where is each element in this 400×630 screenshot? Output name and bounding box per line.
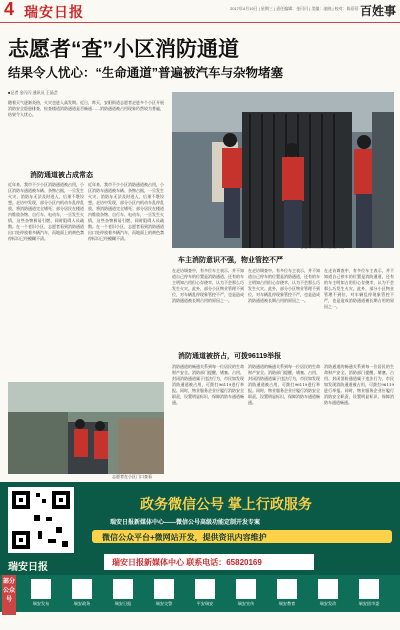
account-item xyxy=(268,579,306,607)
account-item xyxy=(309,579,347,607)
account-name: 瑞安日报 xyxy=(114,601,132,606)
account-item xyxy=(227,579,265,607)
page-number: 4 xyxy=(4,0,15,19)
article-subtitle: 结果令人忧心：“生命通道”普遍被汽车与杂物堵塞 xyxy=(8,66,284,80)
account-name: 瑞安交警 xyxy=(155,601,173,606)
accounts-label: 部分公众号 xyxy=(2,575,16,615)
section-heading-1: 消防通道被占成常态 xyxy=(30,172,93,179)
account-name: 瑞安宣传 xyxy=(237,601,255,606)
account-item xyxy=(22,579,60,607)
qr-icon xyxy=(318,579,338,599)
ad-banner-text: 微信公众平台+微网站开发，提供资讯内容维护 xyxy=(102,533,267,542)
account-name: 瑞安教育 xyxy=(278,601,296,606)
qr-icon xyxy=(154,579,174,599)
qr-icon xyxy=(72,579,92,599)
ad-subline: 瑞安日报新媒体中心——微信公号高级功能定制开发专案 xyxy=(110,520,261,526)
article-title: 志愿者“查”小区消防通道 xyxy=(8,38,239,61)
account-name: 瑞安团市委 xyxy=(358,601,380,606)
qr-icon xyxy=(359,579,379,599)
account-name: 瑞安政务 xyxy=(73,601,91,606)
section-text-2b: 在走访调查中，有多位车主表示，并不知道自己停车的位置是消防通道，还有的车主明知占用但心存侥幸，认为不会那么巧发生火灾。此外，部分小区物业管理不到位，对车辆乱停现象管控不严，也是造成消防通道被长期占用的原因之一。 xyxy=(248,268,320,303)
section-text-3c: 消防通道的畅通关系到每一位居民的生命财产安全。消防部门提醒，堵塞、占用、封闭消防通道属于违法行为，市民如发现消防通道被占用，可拨打96119进行举报。同时，物业服务企业应履行消防安全职责，设置明显标识，保障消防车通道畅通。 xyxy=(324,364,394,405)
article-intro: 随着天气逐渐炎热，火灾也进入高发期。近日，昨天，安阳街道志愿者走进多个小区开展消防安全隐患排查，检查楼道消防通道是否畅通……消防通道被占用现象仍然较为普遍，结果令人忧心。 xyxy=(8,100,164,117)
section-text-2: 在走访调查中，有多位车主表示，并不知道自己停车的位置是消防通道，还有的车主明知占用但心存侥幸，认为不会那么巧发生火灾。此外，部分小区物业管理不到位，对车辆乱停现象管控不严，也是造成消防通道被长期占用的原因之一。 xyxy=(172,268,244,303)
article-byline: ■记者 金闪闪 通讯员 王晶芸 xyxy=(8,90,58,95)
account-item xyxy=(145,579,183,607)
ad-brand: 瑞安日报 xyxy=(8,562,48,573)
section-heading-3: 消防通道被挤占，可拨96119举报 xyxy=(178,353,282,360)
account-item xyxy=(186,579,224,607)
qr-icon xyxy=(31,579,51,599)
qr-icon xyxy=(236,579,256,599)
account-item xyxy=(63,579,101,607)
section-text-1: 近年来，我市不少小区消防通道被占用，小区消防车通道被车辆、杂物占据，一旦发生火灾，消防车无法及时进入，后果不堪设想。走访中发现，部分小区内机动车乱停乱放，将消防通道完全堵死；部分居民在楼道内堆放杂物、自行车、电动车，一旦发生火情，这些杂物极易引燃，同时阻碍人员疏散。在一个老旧小区，志愿者看到消防通道出口处停放着多辆汽车，而地面上的黄色禁停标识已经模糊不清。 xyxy=(8,182,84,241)
ad-headline: 政务微信公号 掌上行政服务 xyxy=(140,496,312,512)
left-photo xyxy=(8,382,164,474)
main-photo xyxy=(172,92,394,248)
header-info: 2017年4月19日 | 星期三 | 责任编辑：金闪闪 | 美编：池晓 | 校对：陈蓓蓓 xyxy=(230,6,359,11)
account-item xyxy=(350,579,388,607)
qr-icon xyxy=(113,579,133,599)
section-text-1b: 近年来，我市不少小区消防通道被占用，小区消防车通道被车辆、杂物占据，一旦发生火灾，消防车无法及时进入，后果不堪设想。走访中发现，部分小区内机动车乱停乱放，将消防通道完全堵死；部分居民在楼道内堆放杂物、自行车、电动车，一旦发生火情，这些杂物极易引燃，同时阻碍人员疏散。在一个老旧小区，志愿者看到消防通道出口处停放着多辆汽车，而地面上的黄色禁停标识已经模糊不清。 xyxy=(88,182,164,241)
account-item xyxy=(104,579,142,607)
main-photo-caption: 志愿者检查消防通道情况 xyxy=(300,244,344,249)
ad-qr-code xyxy=(8,487,74,553)
page-header xyxy=(0,0,400,23)
left-photo-caption: 志愿者在小区门口查看 xyxy=(112,474,152,479)
account-name: 平安瑞安 xyxy=(196,601,214,606)
section-text-3: 消防通道的畅通关系到每一位居民的生命财产安全。消防部门提醒，堵塞、占用、封闭消防通道属于违法行为，市民如发现消防通道被占用，可拨打96119进行举报。同时，物业服务企业应履行消防安全职责，设置明显标识，保障消防车通道畅通。 xyxy=(172,364,244,405)
account-name: 瑞安发布 xyxy=(32,601,50,606)
section-name: 百姓事 xyxy=(359,4,396,18)
account-name: 瑞安发改 xyxy=(319,601,337,606)
qr-icon xyxy=(195,579,215,599)
section-heading-2: 车主消防意识不强，物业管控不严 xyxy=(178,257,283,264)
section-text-3b: 消防通道的畅通关系到每一位居民的生命财产安全。消防部门提醒，堵塞、占用、封闭消防通道属于违法行为，市民如发现消防通道被占用，可拨打96119进行举报。同时，物业服务企业应履行消防安全职责，设置明显标识，保障消防车通道畅通。 xyxy=(248,364,320,405)
section-text-2c: 在走访调查中，有多位车主表示，并不知道自己停车的位置是消防通道，还有的车主明知占用但心存侥幸，认为不会那么巧发生火灾。此外，部分小区物业管理不到位，对车辆乱停现象管控不严，也是造成消防通道被长期占用的原因之一。 xyxy=(324,268,394,309)
ad-phone-text: 瑞安日报新媒体中心 联系电话：65820169 xyxy=(112,558,262,567)
paper-name: 瑞安日报 xyxy=(24,4,84,20)
qr-icon xyxy=(277,579,297,599)
